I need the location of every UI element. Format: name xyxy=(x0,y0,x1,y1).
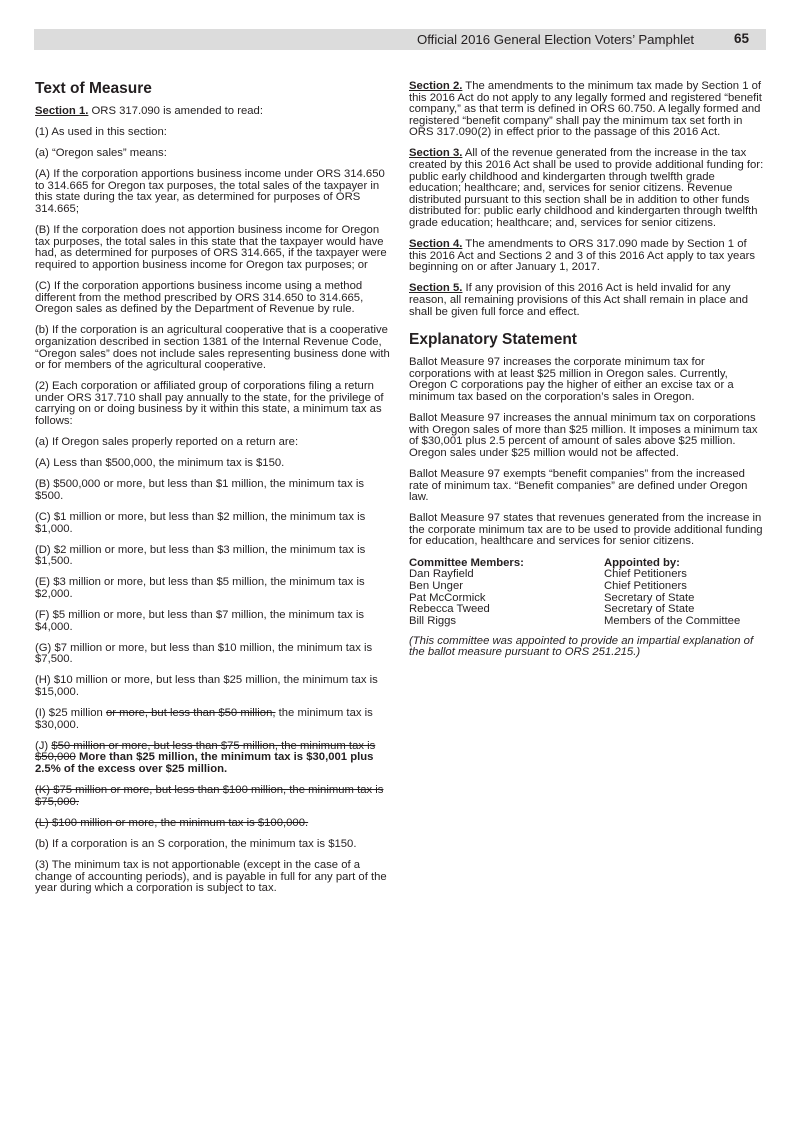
tax-tier: (C) $1 million or more, but less than $2 million, the minimum tax is $1,000. xyxy=(35,510,366,535)
tax-tier: (F) $5 million or more, but less than $7 million, the minimum tax is $4,000. xyxy=(35,609,364,633)
member-name: Bill Riggs xyxy=(409,615,457,628)
paragraph: (C) If the corporation apportions business income using a method different from the method prescribed by ORS 314.650 to 314.665, Oregon sales as defined by the Department of Revenue by rule. xyxy=(35,280,364,316)
tax-tier: (J) $50 million or more, but less than $75 million, the minimum tax is $50,000 More than $25 million, the minimum tax is $30,001 plus 2.5% of the excess over $25 million. xyxy=(35,739,376,775)
section-5: Section 5. If any provision of this 2016 Act is held invalid for any reason, all remaining provisions of this Act shall remain in place and shall be given full force and effect. xyxy=(409,282,749,318)
paragraph: (a) If Oregon sales properly reported on a return are: xyxy=(35,436,299,449)
tax-tier: (G) $7 million or more, but less than $10 million, the minimum tax is $7,500. xyxy=(35,641,373,666)
tax-tier: (K) $75 million or more, but less than $100 million, the minimum tax is $75,000. xyxy=(35,784,384,808)
committee-members-header: Committee Members: xyxy=(409,556,524,569)
member-appointed-by: Secretary of State xyxy=(604,591,695,604)
member-name: Dan Rayfield xyxy=(409,568,474,581)
member-name: Ben Unger xyxy=(409,579,464,592)
paragraph: (a) “Oregon sales” means: xyxy=(35,147,167,160)
section-2: Section 2. The amendments to the minimum tax made by Section 1 of this 2016 Act do not apply to any legally formed and registered “benefit company,” as that term is defined in ORS 60.750. A legally formed and registered “benefit company” shall pay the minimum tax set forth in ORS 317.090(2) in effect prior to the passage of this 2016 Act. xyxy=(409,80,762,139)
committee-table xyxy=(409,558,765,628)
member-appointed-by: Secretary of State xyxy=(604,603,695,616)
section-1-label: Section 1. xyxy=(35,105,89,117)
member-name: Pat McCormick xyxy=(409,591,486,604)
right-column xyxy=(409,81,765,668)
section-5-label: Section 5. xyxy=(409,282,463,295)
tax-tier: (L) $100 million or more, the minimum tax is $100,000. xyxy=(35,816,309,829)
page-number: 65 xyxy=(734,31,750,46)
appointed-by-header: Appointed by: xyxy=(604,556,680,569)
tax-tier: (D) $2 million or more, but less than $3 million, the minimum tax is $1,500. xyxy=(35,543,366,568)
member-appointed-by: Chief Petitioners xyxy=(604,568,687,581)
tax-tier: (H) $10 million or more, but less than $25 million, the minimum tax is $15,000. xyxy=(35,674,378,698)
paragraph: (2) Each corporation or affiliated group of corporations filing a return under ORS 317.710 shall pay annually to the state, for the privilege of carrying on or doing business by it within this state, a minimum tax as follows: xyxy=(35,380,384,427)
committee-note: (This committee was appointed to provide an impartial explanation of the ballot measure pursuant to ORS 251.215.) xyxy=(409,634,754,659)
deleted-text: or more, but less than $50 million, xyxy=(105,707,276,720)
explanatory-statement-heading: Explanatory Statement xyxy=(409,331,577,349)
section-3: Section 3. All of the revenue generated from the increase in the tax created by this 2016 Act shall be used to provide additional funding for: public early childhood and kindergarten through twelfth grade education; healthcare; and, services for senior citizens. Revenue distributed pursuant to this section shall be in addition to other funds distributed for: public early childhood and kindergarten through twelfth grade education; healthcare; and, services for senior citizens. xyxy=(409,147,764,230)
added-text: More than $25 million, the minimum tax is $30,001 plus 2.5% of the excess over $25 million. xyxy=(35,751,374,775)
section-4-label: Section 4. xyxy=(409,238,463,251)
paragraph: Ballot Measure 97 exempts “benefit companies” from the increased rate of minimum tax. “Benefit companies” are defined under Oregon law. xyxy=(409,467,748,504)
tax-tier: (I) $25 million or more, but less than $50 million, the minimum tax is $30,000. xyxy=(35,707,373,731)
tax-tier: (A) Less than $500,000, the minimum tax is $150. xyxy=(35,457,285,470)
paragraph: Ballot Measure 97 increases the corporate minimum tax for corporations with at least $25 million in Oregon sales. Currently, Oregon C corporations pay the higher of either an excise tax or a minimum tax based on the corporation’s sales in Oregon. xyxy=(409,356,734,403)
paragraph: Ballot Measure 97 increases the annual minimum tax on corporations with Oregon sales of more than $25 million. It imposes a minimum tax of $30,001 plus 2.5 percent of amount of sales above $25 million. Oregon sales under $25 million would not be affected. xyxy=(409,412,758,459)
paragraph: (B) If the corporation does not apportion business income for Oregon tax purposes, the total sales in this state that the taxpayer would have had, as determined for purposes of ORS 314.665, if the taxpayer were required to apportion business income for Oregon tax purposes; or xyxy=(35,224,387,271)
section-3-label: Section 3. xyxy=(409,147,463,160)
paragraph: (1) As used in this section: xyxy=(35,126,167,139)
member-appointed-by: Members of the Committee xyxy=(604,615,741,628)
section-2-label: Section 2. xyxy=(409,80,463,92)
section-1: Section 1. ORS 317.090 is amended to read: xyxy=(35,105,263,117)
tax-tier: (B) $500,000 or more, but less than $1 million, the minimum tax is $500. xyxy=(35,478,365,502)
paragraph: Ballot Measure 97 states that revenues generated from the increase in the corporate minimum tax are to be used to provide additional funding for education, healthcare and services for senior citizens. xyxy=(409,512,763,548)
paragraph: (A) If the corporation apportions business income under ORS 314.650 to 314.665 for Oregon tax purposes, the total sales of the taxpayer in this state during the tax year, as determined for purposes of ORS 314.665; xyxy=(35,168,385,216)
text-of-measure-heading: Text of Measure xyxy=(35,80,152,97)
paragraph: (b) If a corporation is an S corporation, the minimum tax is $150. xyxy=(35,837,357,850)
header-title: Official 2016 General Election Voters’ Pamphlet xyxy=(417,32,695,47)
paragraph: (3) The minimum tax is not apportionable (except in the case of a change of accounting periods), and is payable in full for any part of the year during which a corporation is subject to tax. xyxy=(35,858,387,895)
section-4: Section 4. The amendments to ORS 317.090 made by Section 1 of this 2016 Act and Sections 2 and 3 of this 2016 Act apply to tax years beginning on or after January 1, 2017. xyxy=(409,238,756,274)
paragraph: (b) If the corporation is an agricultural cooperative that is a cooperative organization described in section 1381 of the Internal Revenue Code, “Oregon sales” does not include sales representing business done with or for members of the agricultural cooperative. xyxy=(35,324,390,372)
member-appointed-by: Chief Petitioners xyxy=(604,579,687,592)
tax-tier: (E) $3 million or more, but less than $5 million, the minimum tax is $2,000. xyxy=(35,576,365,600)
left-column xyxy=(35,80,391,904)
member-name: Rebecca Tweed xyxy=(409,603,490,616)
deleted-text: $50 million or more, but less than $75 million, the minimum tax is $50,000 xyxy=(35,739,376,764)
